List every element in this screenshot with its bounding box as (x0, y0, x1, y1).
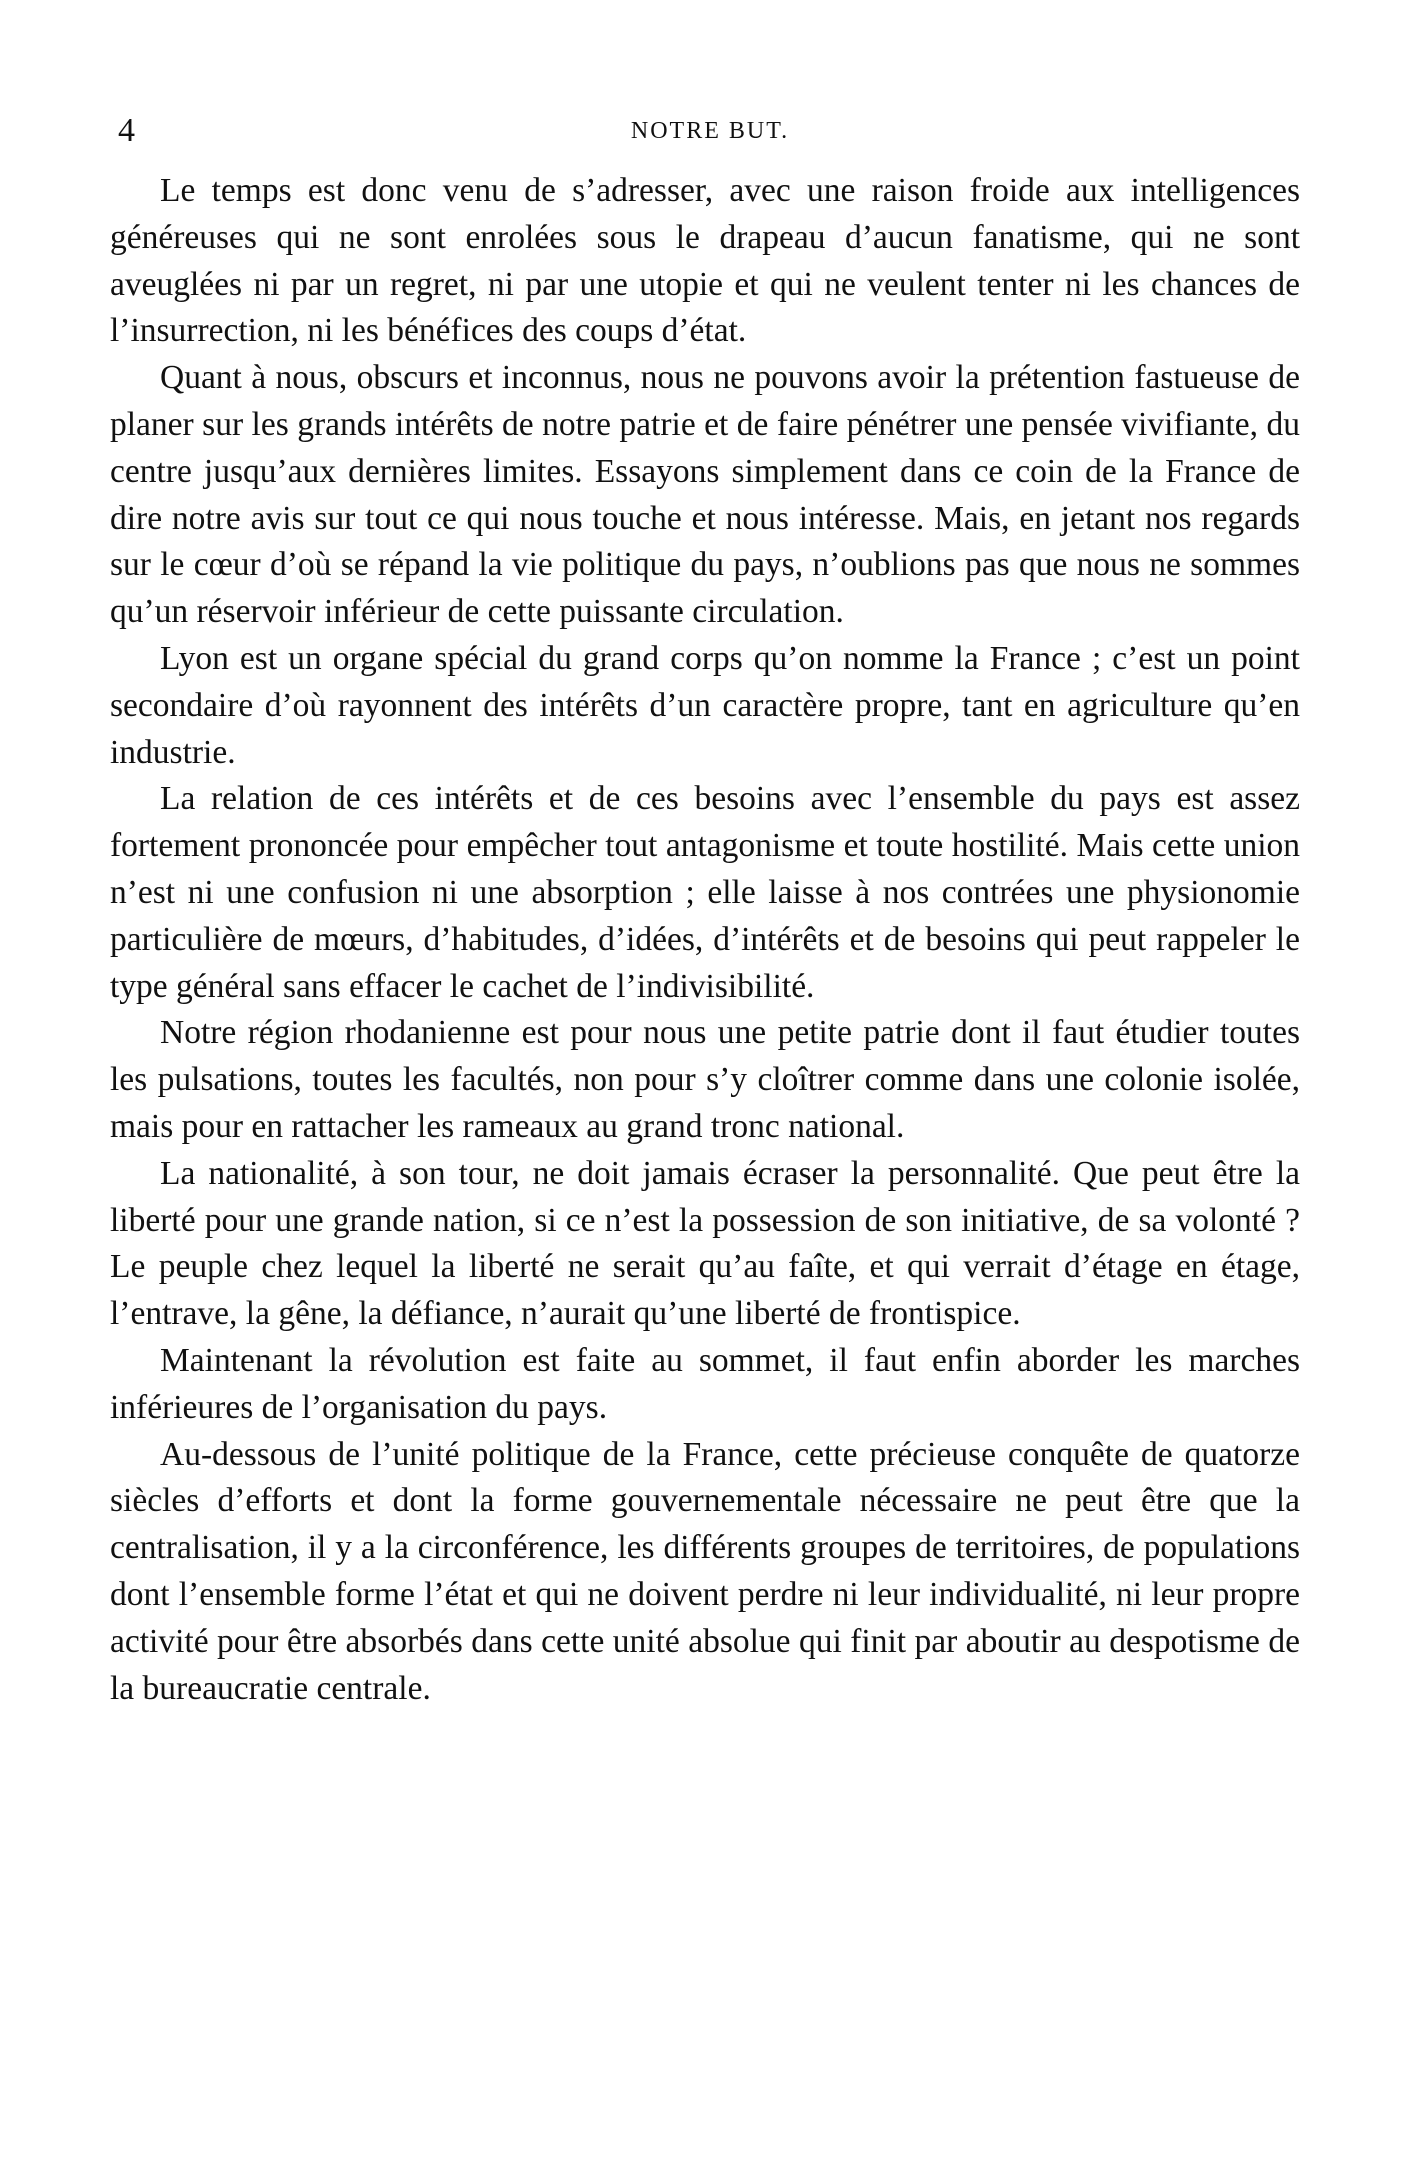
body-text (110, 168, 1300, 1712)
paragraph: La relation de ces intérêts et de ces besoins avec l’ensemble du pays est assez fortement prononcée pour empêcher tout antagonisme et toute hostilité. Mais cette union n’est ni une confusion ni une absorption ; elle laisse à nos contrées une physionomie particulière de mœurs, d’habitudes, d’idées, d’intérêts et de besoins qui peut rappeler le type général sans effacer le cachet de l’indivisibilité. (110, 780, 1300, 1005)
paragraph: Notre région rhodanienne est pour nous une petite patrie dont il faut étudier toutes les pulsations, toutes les facultés, non pour s’y cloîtrer comme dans une colonie isolée, mais pour en rattacher les rameaux au grand tronc national. (110, 1014, 1300, 1145)
paragraph: Quant à nous, obscurs et inconnus, nous ne pouvons avoir la prétention fastueuse de planer sur les grands intérêts de notre patrie et de faire pénétrer une pensée vivifiante, du centre jusqu’aux dernières limites. Essayons simplement dans ce coin de la France de dire notre avis sur tout ce qui nous touche et nous intéresse. Mais, en jetant nos regards sur le cœur d’où se répand la vie politique du pays, n’oublions pas que nous ne sommes qu’un réservoir inférieur de cette puissante circulation. (110, 359, 1300, 631)
paragraph: Au-dessous de l’unité politique de la France, cette précieuse conquête de quatorze siècles d’efforts et dont la forme gouvernementale nécessaire ne peut être que la centralisation, il y a la circonférence, les différents groupes de territoires, de populations dont l’ensemble forme l’état et qui ne doivent perdre ni leur individualité, ni leur propre activité pour être absorbés dans cette unité absolue qui finit par aboutir au despotisme de la bureaucratie centrale. (110, 1435, 1300, 1707)
page-number: 4 (118, 112, 135, 149)
page-header (110, 112, 1310, 152)
paragraph: Lyon est un organe spécial du grand corps qu’on nomme la France ; c’est un point secondaire d’où rayonnent des intérêts d’un caractère propre, tant en agriculture qu’en industrie. (110, 639, 1300, 771)
paragraph: Maintenant la révolution est faite au sommet, il faut enfin aborder les marches inférieures de l’organisation du pays. (110, 1341, 1300, 1426)
paragraph: Le temps est donc venu de s’adresser, avec une raison froide aux intelligences généreuses qui ne sont enrolées sous le drapeau d’aucun fanatisme, qui ne sont aveuglées ni par un regret, ni par une utopie et qui ne veulent tenter ni les chances de l’insurrection, ni les bénéfices des coups d’état. (110, 172, 1300, 350)
running-head: NOTRE BUT. (630, 118, 790, 144)
paragraph: La nationalité, à son tour, ne doit jamais écraser la personnalité. Que peut être la liberté pour une grande nation, si ce n’est la possession de son initiative, de sa volonté ? Le peuple chez lequel la liberté ne serait qu’au faîte, et qui verrait d’étage en étage, l’entrave, la gêne, la défiance, n’aurait qu’une liberté de frontispice. (110, 1154, 1300, 1333)
